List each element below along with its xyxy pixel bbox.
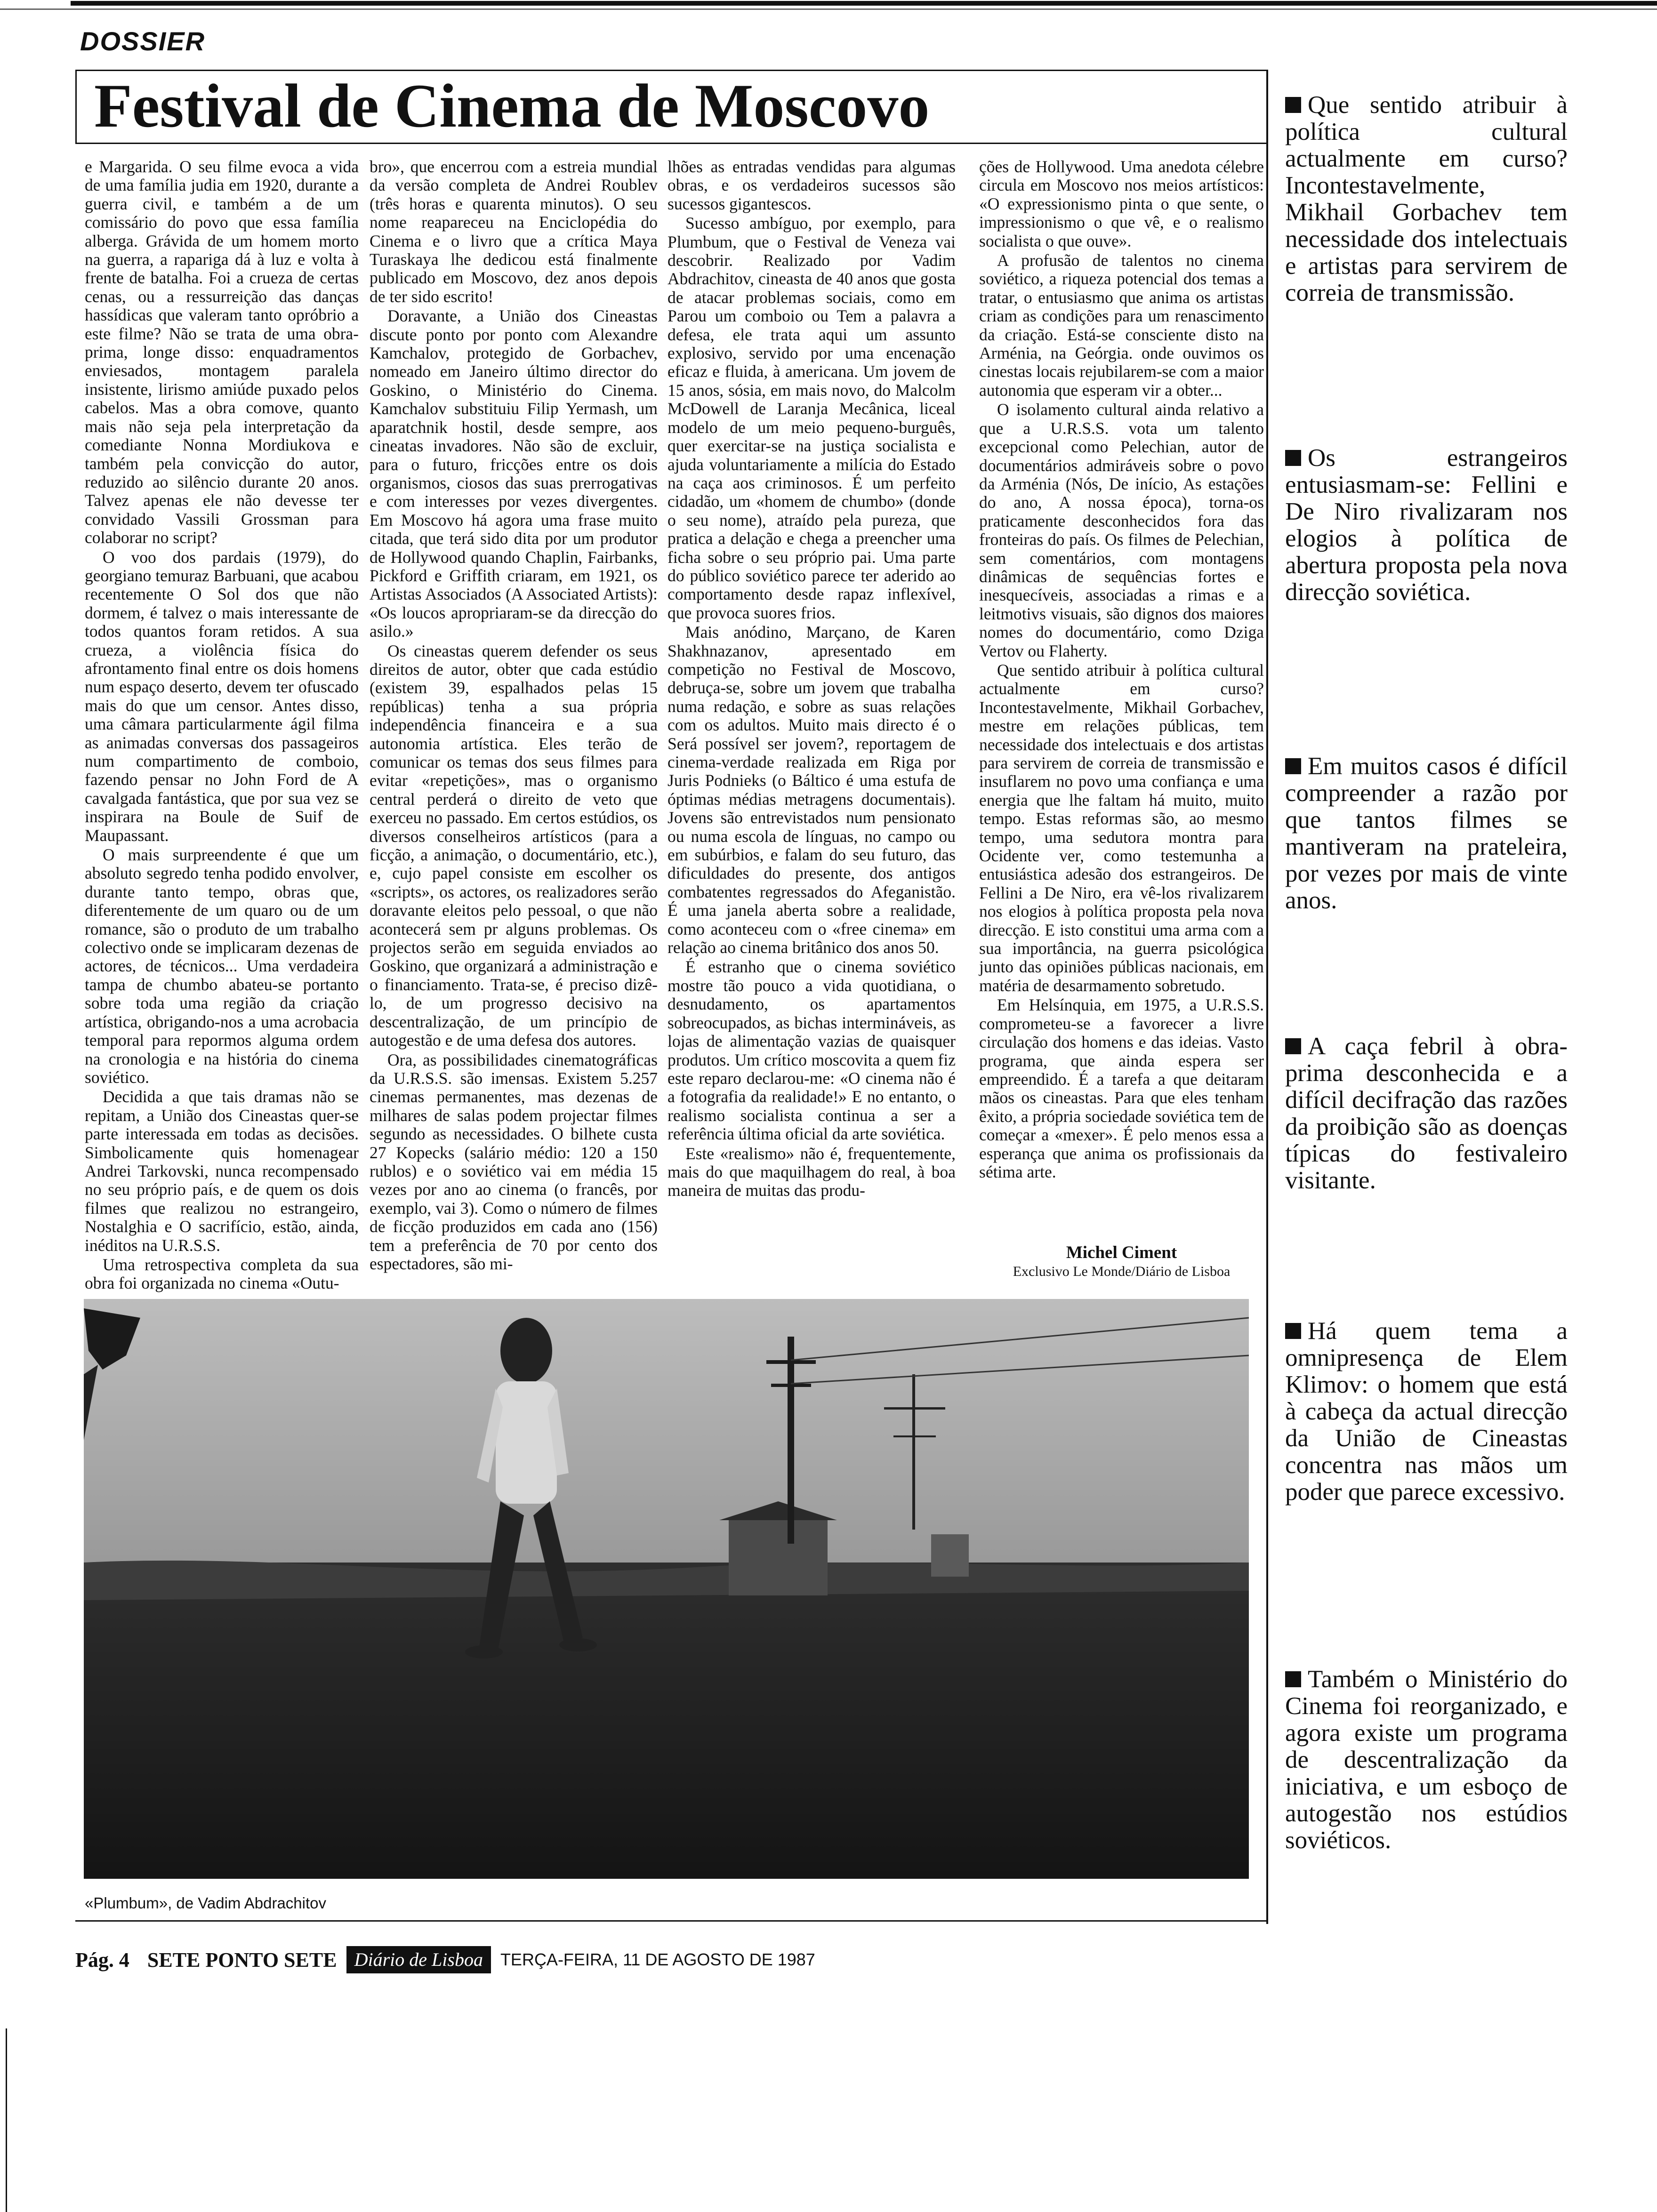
paragraph: ções de Hollywood. Uma anedota célebre circula em Moscovo nos meios artísticos: «O expressionismo pinta o que sente, o impressionismo o que vê, e o realismo socialista o que ouve». [979, 157, 1264, 250]
newspaper-logo: Diário de Lisboa [346, 1946, 491, 1973]
top-rule-thin [0, 8, 1657, 10]
paragraph: Que sentido atribuir à política cultural actualmente em curso? Incontestavelmente, Mikhail Gorbachev, mestre em relações públicas, tem necessidade dos intelectuais e dos artistas para servirem de correia de transmissão e insuflarem no povo uma confiança e uma energia que lhe faltam há muito, muito tempo. Estas reformas são, ao mesmo tempo, uma sedutora montra para Ocidente ver, como testemunha a entusiástica adesão dos estrangeiros. De Fellini a De Niro, era vê-los rivalizarem nos elogios à política proposta pela nova direcção. E isto constitui uma arma com a sua importância, na guerra psicológica junto das opiniões públicas nacionais, em matéria de desarmamento sobretudo. [979, 660, 1264, 995]
margin-mark [6, 2028, 7, 2212]
pull-quote [1285, 1318, 1568, 1506]
article-column-2 [370, 158, 658, 1273]
paragraph: e Margarida. O seu filme evoca a vida de uma família judia em 1920, durante a guerra civil, e também a de um comissário do povo que essa família alberga. Grávida de um homem morto na guerra, a rapariga dá à luz e volta à frente de batalha. Foi a crueza de certas cenas, ou a ressurreição das danças hassídicas que valeram tanto opróbrio a este filme? Não se trata de uma obra-prima, longe disso: enquadramentos enviesados, montagem paralela insistente, lirismo amiúde puxado pelos cabelos. Mas a obra comove, quanto mais não seja pela interpretação da comediante Nonna Mordiukova e também pela convicção do autor, reduzido ao silêncio durante 20 anos. Talvez apenas ele não devesse ter convidado Vassili Grossman para colaborar no script? [85, 157, 359, 547]
paragraph: O mais surpreendente é que um absoluto segredo tenha podido envolver, durante tanto tempo, obras que, diferentemente de um quaro ou de um romance, são o produto de um trabalho colectivo onde se implicaram dezenas de actores, de técnicos... Uma verdadeira tampa de chumbo abateu-se portanto sobre toda uma região da criação artística, obrigando-nos a uma acrobacia temporal para repormos alguma ordem na cronologia e na história do cinema soviético. [85, 845, 359, 1087]
paragraph: Sucesso ambíguo, por exemplo, para Plumbum, que o Festival de Veneza vai descobrir. Realizado por Vadim Abdrachitov, cineasta de 40 anos que gosta de atacar problemas sociais, como em Parou um comboio ou Tem a palavra a defesa, ele trata aqui um assunto explosivo, servido por uma encenação eficaz e fluida, à americana. Um jovem de 15 anos, sósia, em mais novo, do Malcolm McDowell de Laranja Mecânica, liceal modelo de um meio pequeno-burguês, quer exercitar-se na justiça socialista e ajuda voluntariamente a milícia do Estado na caça aos criminosos. É um perfeito cidadão, um «homem de chumbo» (donde o seu nome), atraído pela pureza, que pratica a delação e chega a preencher uma ficha sobre o seu próprio pai. Uma parte do público soviético parece ter aderido ao comportamento desde rapaz inflexível, que provoca suores frios. [668, 214, 956, 622]
author-credit: Exclusivo Le Monde/Diário de Lisboa [1013, 1264, 1231, 1279]
film-still-illustration [84, 1299, 1249, 1879]
issue-date: TERÇA-FEIRA, 11 DE AGOSTO DE 1987 [500, 1950, 815, 1969]
pull-quote [1285, 1666, 1568, 1854]
pull-quote-text: Também o Ministério do Cinema foi reorganizado, e agora existe um programa de descentralização da iniciativa, e um esboço de autogestão nos estúdios soviéticos. [1285, 1666, 1568, 1854]
paragraph: Doravante, a União dos Cineastas discute ponto por ponto com Alexandre Kamchalov, protegido de Gorbachev, nomeado em Janeiro último director do Goskino, o Ministério do Cinema. Kamchalov substituiu Filip Yermash, um aparatchnik hostil, desde sempre, aos cineatas invadores. Não são de excluir, para o futuro, fricções entre os dois organismos, ciosos das suas prerrogativas e com interesses por vezes divergentes. Em Moscovo há agora uma frase muito citada, que terá sido dita por um produtor de Hollywood quando Chaplin, Fairbanks, Pickford e Griffith criaram, em 1921, os Artistas Associados (A Associated Artists): «Os loucos apropriaram-se da direcção do asilo.» [370, 306, 658, 641]
page-footer [75, 1946, 1488, 1974]
bullet-square-icon [1285, 758, 1301, 774]
paragraph: O voo dos pardais (1979), do georgiano temuraz Barbuani, que acabou recentemente O Sol dos que não dormem, é talvez o mais interessante de todos quantos foram retidos. A sua crueza, a violência física do afrontamento final entre os dois homens num espaço deserto, devem ter ofuscado mais do que um censor. Antes disso, uma câmara particularmente ágil filma as animadas conversas dos passageiros num compartimento de comboio, fazendo pensar no John Ford de A cavalgada fantástica, que por sua vez se inspirara na Boule de Suif de Maupassant. [85, 547, 359, 845]
article-column-3 [668, 158, 956, 1200]
bullet-square-icon [1285, 97, 1301, 113]
paragraph: Em Helsínquia, em 1975, a U.R.S.S. comprometeu-se a favorecer a livre circulação dos homens e das ideias. Vasto programa, que ainda espera ser empreendido. É a tarefa a que deitaram mãos os cineastas. Para que eles tenham êxito, a própria sociedade soviética tem de começar a «mexer». É pelo menos essa a esperança que anima os profissionais da sétima arte. [979, 995, 1264, 1181]
paragraph: lhões as entradas vendidas para algumas obras, e os verdadeiros sucessos são sucessos gigantescos. [668, 157, 956, 213]
author-name: Michel Ciment [1066, 1243, 1177, 1262]
pull-quote-text: Em muitos casos é difícil compreender a razão por que tantos filmes se mantiveram na prateleira, por vezes por mais de vinte anos. [1285, 753, 1568, 914]
bullet-square-icon [1285, 1671, 1301, 1687]
pull-quote [1285, 1033, 1568, 1194]
bullet-square-icon [1285, 1323, 1301, 1339]
section-label: DOSSIER [80, 26, 206, 56]
paragraph: Os cineastas querem defender os seus direitos de autor, obter que cada estúdio (existem 39, espalhados pelas 15 repúblicas) tenha a sua própria independência financeira e a sua autonomia artística. Eles terão de comunicar os temas dos seus filmes para evitar «repetições», mas o organismo central perderá o direito de veto que exerceu no passado. Em certos estúdios, os diversos conselheiros artísticos (para a ficção, a animação, o documentário, etc.), e, cujo papel consiste em escolher os «scripts», os actores, os realizadores serão doravante eleitos pelo pessoal, o que não acontecerá sem pr alguns problemas. Os projectos serão em seguida enviados ao Goskino, que organizará a administração e o financiamento. Trata-se, é preciso dizê-lo, de um progresso decisivo na descentralização, de um princípio de autogestão e de uma defesa dos autores. [370, 641, 658, 1050]
page-number: Pág. 4 [75, 1948, 129, 1972]
article-column-4 [979, 158, 1264, 1181]
paragraph: A profusão de talentos no cinema soviético, a riqueza potencial dos temas a tratar, o entusiasmo que anima os artistas criam as condições para um renascimento da criação. Está-se consciente disto na Arménia, na Geórgia. onde ouvimos os cinestas locais rejubilarem-se com a maior autonomia que esperam vir a obter... [979, 251, 1264, 400]
pull-quote [1285, 92, 1568, 306]
top-rule [71, 1, 1657, 6]
supplement-title: SETE PONTO SETE [147, 1948, 337, 1972]
bullet-square-icon [1285, 1038, 1301, 1054]
pull-quote [1285, 445, 1568, 606]
caption-rule [75, 1920, 1266, 1922]
paragraph: É estranho que o cinema soviético mostre tão pouco a vida quotidiana, o desnudamento, os apartamentos sobreocupados, as bichas intermináveis, as lojas de alimentação vazias de quaisquer produtos. Um crítico moscovita a quem fiz este reparo declarou-me: «O cinema não é a fotografia da realidade!» E no entanto, o realismo socialista continua a ser a referência última oficial da arte soviética. [668, 957, 956, 1144]
byline [979, 1242, 1264, 1280]
paragraph: Ora, as possibilidades cinematográficas da U.R.S.S. são imensas. Existem 5.257 cinemas permanentes, mas dezenas de milhares de salas podem projectar filmes segundo as necessidades. O bilhete custa 27 Kopecks (salário médio: 120 a 150 rublos) e o soviético vai em média 15 vezes por ano ao cinema (o francês, por exemplo, vai 3). Como o número de filmes de ficção produzidos em cada ano (156) tem a preferência de 70 por cento dos espectadores, são mi- [370, 1050, 658, 1273]
paragraph: bro», que encerrou com a estreia mundial da versão completa de Andrei Roublev (três horas e quarenta minutos). O seu nome reapareceu na Enciclopédia do Cinema e o livro que a crítica Maya Turaskaya lhe dedicou está finalmente publicado em Moscovo, dez anos depois de ter sido escrito! [370, 157, 658, 306]
paragraph: Mais anódino, Marçano, de Karen Shakhnazanov, apresentado em competição no Festival de Moscovo, debruça-se, sobre um jovem que trabalha numa redação, e sobre as suas relações com os adultos. Muito mais directo é o Será possível ser jovem?, reportagem de cinema-verdade realizada em Riga por Juris Podnieks (o Báltico é uma estufa de óptimas médias metragens documentais). Jovens são entrevistados num pensionato ou numa escola de línguas, no campo ou em subúrbios, e falam do seu futuro, das dificuldades do presente, dos antigos combatentes regressados do Afeganistão. É uma janela aberta sobre a realidade, como aconteceu com o «free cinema» em relação ao cinema britânico dos anos 50. [668, 623, 956, 957]
paragraph: Este «realismo» não é, frequentemente, mais do que maquilhagem do real, à boa maneira de muitas das produ- [668, 1144, 956, 1200]
pull-quote-text: A caça febril à obra-prima desconhecida e a difícil decifração das razões da proibição são as doenças típicas do festivaleiro visitante. [1285, 1033, 1568, 1194]
pull-quote-text: Há quem tema a omnipresença de Elem Klimov: o homem que está à cabeça da actual direcção da União de Cineastas concentra nas mãos um poder que parece excessivo. [1285, 1317, 1568, 1506]
pull-quote-text: Que sentido atribuir à política cultural actualmente em curso? Incontestavelmente, Mikhail Gorbachev tem necessidade dos intelectuais e artistas para servirem de correia de transmissão. [1285, 91, 1568, 306]
paragraph: O isolamento cultural ainda relativo a que a U.R.S.S. vota um talento excepcional como Pelechian, autor de documentários admiráveis sobre o povo da Arménia (Nós, De início, As estações do ano, A nossa época), torna-os praticamente desconhecidos fora das fronteiras do país. Os filmes de Pelechian, sem comentários, com montagens dinâmicas de sequências fortes e inesquecíveis, associadas a rimas e a leitmotivs visuais, são dignos dos maiores nomes do documentário, como Dziga Vertov ou Flaherty. [979, 400, 1264, 660]
column-divider [1266, 70, 1268, 1924]
bullet-square-icon [1285, 450, 1301, 466]
pull-quote [1285, 753, 1568, 914]
paragraph: Decidida a que tais dramas não se repitam, a União dos Cineastas quer-se parte interessada em todas as decisões. Simbolicamente quis homenagear Andrei Tarkovski, nunca recompensado no seu próprio país, e de quem os dois filmes que realizou no estrangeiro, Nostalghia e O sacrifício, estão, ainda, inéditos na U.R.S.S. [85, 1087, 359, 1255]
paragraph: Uma retrospectiva completa da sua obra foi organizada no cinema «Outu- [85, 1255, 359, 1293]
article-column-1 [85, 158, 359, 1293]
page-title: Festival de Cinema de Moscovo [94, 71, 930, 140]
film-still-photo [84, 1299, 1249, 1879]
pull-quote-text: Os estrangeiros entusiasmam-se: Fellini e De Niro rivalizaram nos elogios à política de abertura proposta pela nova direcção soviética. [1285, 444, 1568, 606]
photo-caption: «Plumbum», de Vadim Abdrachitov [85, 1894, 326, 1912]
